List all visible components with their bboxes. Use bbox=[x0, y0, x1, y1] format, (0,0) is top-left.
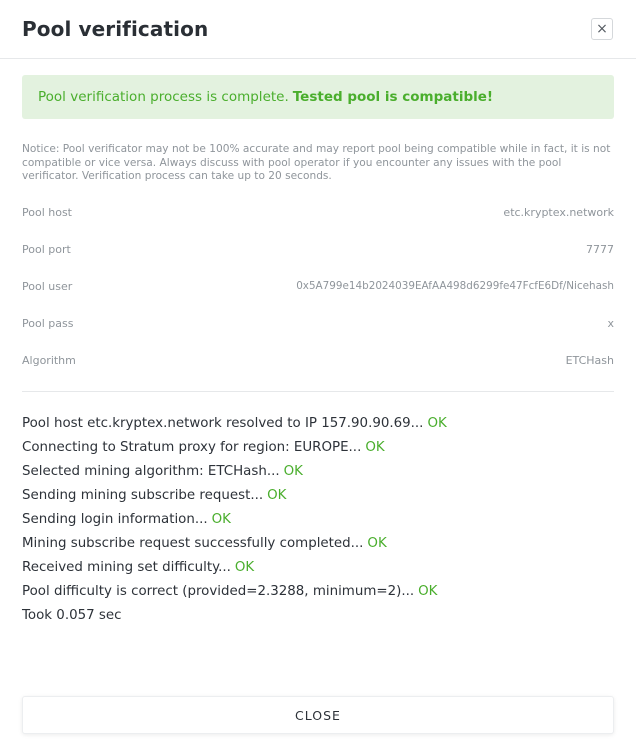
dialog-title: Pool verification bbox=[22, 17, 209, 41]
info-row-algorithm bbox=[22, 354, 614, 370]
log-status: OK bbox=[267, 488, 287, 503]
info-value: etc.kryptex.network bbox=[503, 206, 614, 219]
info-label: Pool host bbox=[22, 206, 72, 219]
log-status: OK bbox=[418, 584, 438, 599]
log-line bbox=[22, 558, 614, 582]
close-icon[interactable]: × bbox=[591, 18, 613, 40]
log-line bbox=[22, 486, 614, 510]
alert-bold-text: Tested pool is compatible! bbox=[292, 89, 494, 105]
log-line bbox=[22, 414, 614, 438]
log-text: Mining subscribe request successfully completed... bbox=[22, 536, 364, 551]
log-status: OK bbox=[427, 416, 447, 431]
info-label: Pool pass bbox=[22, 317, 74, 330]
log-text: Pool difficulty is correct (provided=2.3288, minimum=2)... bbox=[22, 584, 415, 599]
log-line bbox=[22, 534, 614, 558]
log-status: OK bbox=[367, 536, 387, 551]
info-label: Algorithm bbox=[22, 354, 76, 367]
verification-log bbox=[22, 414, 614, 630]
alert-text: Pool verification process is complete. bbox=[38, 89, 289, 105]
log-line bbox=[22, 582, 614, 606]
log-text: Took 0.057 sec bbox=[22, 608, 122, 623]
log-status: OK bbox=[283, 464, 303, 479]
log-status: OK bbox=[234, 560, 255, 575]
info-row-pool-pass bbox=[22, 317, 614, 333]
divider bbox=[22, 391, 614, 392]
log-line bbox=[22, 606, 614, 630]
info-row-pool-user bbox=[22, 280, 614, 296]
log-text: Selected mining algorithm: ETCHash... bbox=[22, 464, 280, 479]
log-line bbox=[22, 462, 614, 486]
info-value: x bbox=[607, 317, 614, 330]
notice-text: Notice: Pool verificator may not be 100% accurate and may report pool being compatible while in fact, it is not compatible or vice versa. Always discuss with pool operator if you encounter any issues with the pool verificator. Verification process can take up to 20 seconds. bbox=[22, 143, 611, 182]
info-row-pool-host bbox=[22, 206, 614, 222]
log-text: Connecting to Stratum proxy for region: EUROPE... bbox=[22, 440, 362, 455]
info-label: Pool port bbox=[22, 243, 71, 256]
close-button[interactable]: CLOSE bbox=[22, 696, 614, 734]
dialog-header bbox=[0, 0, 636, 59]
info-row-pool-port bbox=[22, 243, 614, 259]
info-value: 0x5A799e14b2024039EAfAA498d6299fe47FcfE6Df/Nicehash bbox=[296, 280, 614, 292]
log-status: OK bbox=[211, 512, 231, 527]
log-line bbox=[22, 510, 614, 534]
success-alert bbox=[22, 75, 614, 119]
log-status: OK bbox=[365, 440, 385, 455]
log-text: Sending mining subscribe request... bbox=[22, 488, 264, 503]
info-label: Pool user bbox=[22, 280, 73, 293]
info-value: 7777 bbox=[586, 243, 614, 256]
log-text: Received mining set difficulty... bbox=[22, 560, 231, 575]
log-text: Sending login information... bbox=[22, 512, 208, 527]
log-text: Pool host etc.kryptex.network resolved to IP 157.90.90.69... bbox=[22, 416, 424, 431]
log-line bbox=[22, 438, 614, 462]
info-value: ETCHash bbox=[565, 354, 614, 367]
